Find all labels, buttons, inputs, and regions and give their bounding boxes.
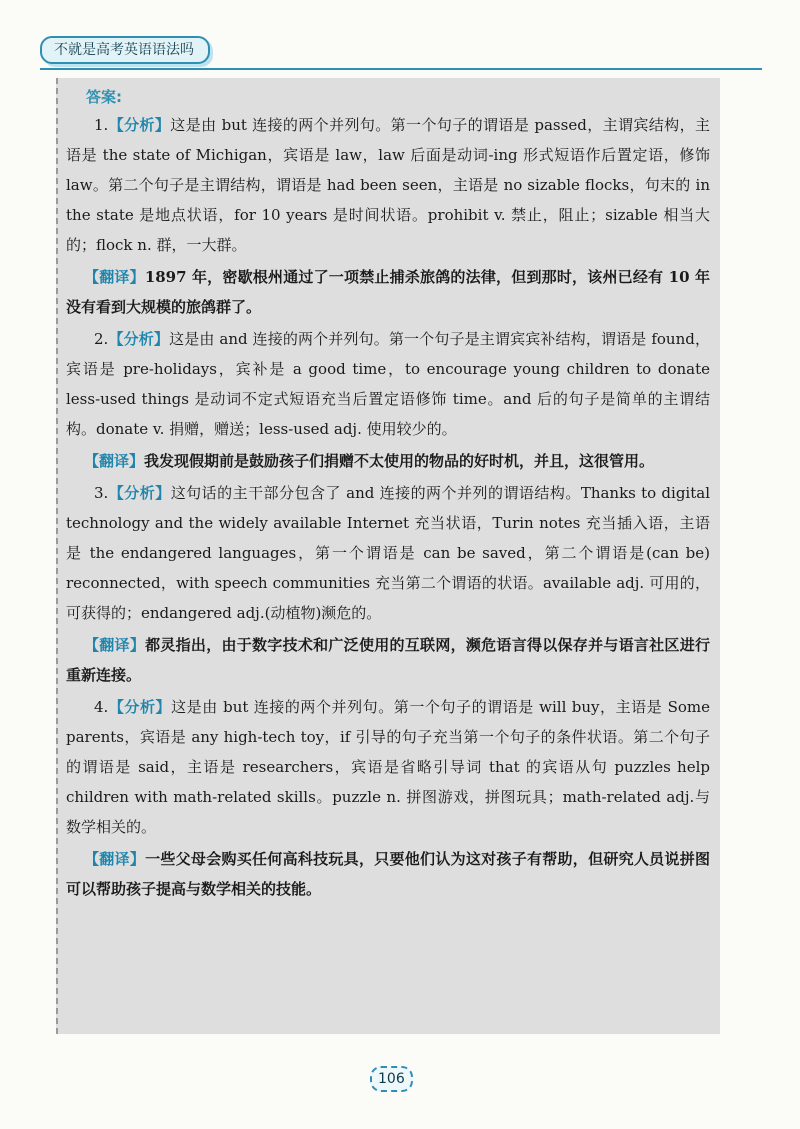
analysis-tag: 【分析】: [108, 116, 171, 134]
item-4-number: 4.: [94, 698, 109, 716]
analysis-tag: 【分析】: [108, 484, 171, 502]
translation-text: 1897 年，密歇根州通过了一项禁止捕杀旅鸽的法律，但到那时，该州已经有 10 年没有看到大规模的旅鸽群了。: [66, 268, 710, 316]
translation-tag: 【翻译】: [84, 636, 146, 654]
header-divider: [40, 68, 762, 70]
translation-text: 一些父母会购买任何高科技玩具，只要他们认为这对孩子有帮助，但研究人员说拼图可以帮助孩子提高与数学相关的技能。: [66, 850, 710, 898]
answer-content: [66, 84, 710, 906]
analysis-text: 这是由 and 连接的两个并列句。第一个句子是主谓宾宾补结构，谓语是 found，宾语是 pre-holidays，宾补是 a good time，to encourage young children to donate less-used things 是动词不定式短语充当后置定语修饰 time。and 后的句子是简单的主谓结构。donate v. 捐赠，赠送；less-used adj. 使用较少的。: [66, 330, 710, 438]
item-4-analysis: [66, 692, 710, 842]
analysis-tag: 【分析】: [108, 330, 170, 348]
analysis-tag: 【分析】: [108, 698, 172, 716]
translation-tag: 【翻译】: [84, 452, 145, 470]
item-3-analysis: [66, 478, 710, 628]
answers-heading: 答案:: [86, 88, 122, 106]
translation-text: 我发现假期前是鼓励孩子们捐赠不太使用的物品的好时机，并且，这很管用。: [144, 452, 655, 470]
item-2-analysis: [66, 324, 710, 444]
item-2-number: 2.: [94, 330, 109, 348]
item-1-translation: [66, 262, 710, 322]
item-1-analysis: [66, 110, 710, 260]
item-3-translation: [66, 630, 710, 690]
book-title-tab: 不就是高考英语语法吗: [40, 36, 210, 64]
analysis-text: 这是由 but 连接的两个并列句。第一个句子的谓语是 will buy，主语是 Some parents，宾语是 any high-tech toy，if 引导的句子充当第一个句子的条件状语。第二个句子的谓语是 said，主语是 researchers，宾语是省略引导词 that 的宾语从句 puzzles help children with math-related skills。puzzle n. 拼图游戏，拼图玩具；math-related adj.与数学相关的。: [66, 698, 710, 836]
translation-text: 都灵指出，由于数字技术和广泛使用的互联网，濒危语言得以保存并与语言社区进行重新连接。: [66, 636, 710, 684]
translation-tag: 【翻译】: [84, 268, 145, 286]
analysis-text: 这句话的主干部分包含了 and 连接的两个并列的谓语结构。Thanks to digital technology and the widely available Internet 充当状语，Turin notes 充当插入语，主语是 the endangered languages，第一个谓语是 can be saved，第二个谓语是(can be) reconnected，with speech communities 充当第二个谓语的状语。available adj. 可用的，可获得的；endangered adj.(动植物)濒危的。: [66, 484, 710, 622]
item-2-translation: [66, 446, 710, 476]
page-number: 106: [370, 1066, 413, 1092]
item-4-translation: [66, 844, 710, 904]
analysis-text: 这是由 but 连接的两个并列句。第一个句子的谓语是 passed，主谓宾结构，主语是 the state of Michigan，宾语是 law，law 后面是动词-ing 形式短语作后置定语，修饰 law。第二个句子是主谓结构，谓语是 had been seen，主语是 no sizable flocks，句末的 in the state 是地点状语，for 10 years 是时间状语。prohibit v. 禁止，阻止；sizable 相当大的；flock n. 群，一大群。: [66, 116, 710, 254]
item-3-number: 3.: [94, 484, 109, 502]
translation-tag: 【翻译】: [84, 850, 146, 868]
item-1-number: 1.: [94, 116, 109, 134]
